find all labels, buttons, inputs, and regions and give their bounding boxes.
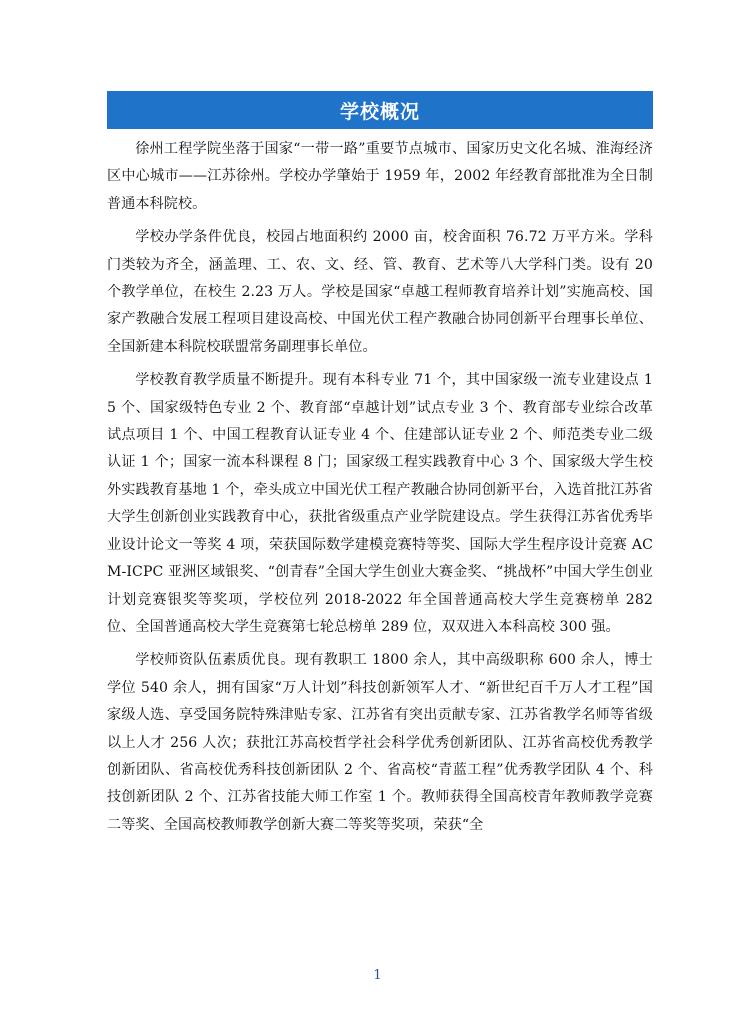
section-title: 学校概况 [339, 100, 420, 123]
paragraph-teaching-quality: 学校教育教学质量不断提升。现有本科专业 71 个，其中国家级一流专业建设点 15 个、国家级特色专业 2 个、教育部“卓越计划”试点专业 3 个、教育部专业综合改革试点项目 1 个、中国工程教育认证专业 4 个、住建部认证专业 2 个、师范类专业二级认证 1 个；国家一流本科课程 8 门；国家级工程实践教育中心 3 个、国家级大学生校外实践教育基地 1 个，牵头成立中国光伏工程产教融合协同创新平台，入选首批江苏省大学生创新创业实践教育中心，获批省级重点产业学院建设点。学生获得江苏省优秀毕业设计论文一等奖 4 项，荣获国际数学建模竞赛特等奖、国际大学生程序设计竞赛 ACM-ICPC 亚洲区域银奖、“创青春”全国大学生创业大赛金奖、“挑战杯”中国大学生创业计划竞赛银奖等奖项，学校位列 2018-2022 年全国普通高校大学生竞赛榜单 282 位、全国普通高校大学生竞赛第七轮总榜单 289 位，双双进入本科高校 300 强。 [107, 372, 653, 635]
page-number: 1 [373, 968, 382, 983]
paragraph-conditions: 学校办学条件优良，校园占地面积约 2000 亩，校舍面积 76.72 万平方米。学科门类较为齐全，涵盖理、工、农、文、经、管、教育、艺术等八大学科门类。设有 20 个教学单位，在校生 2.23 万人。学校是国家“卓越工程师教育培养计划”实施高校、国家产教融合发展工程项目建设高校、中国光伏工程产教融合协同创新平台理事长单位、全国新建本科院校联盟常务副理事长单位。 [107, 229, 653, 355]
paragraph-intro: 徐州工程学院坐落于国家“一带一路”重要节点城市、国家历史文化名城、淮海经济区中心城市——江苏徐州。学校办学肇始于 1959 年，2002 年经教育部批准为全日制普通本科院校。 [107, 141, 653, 212]
section-title-bar [107, 91, 653, 129]
document-body [107, 136, 653, 845]
paragraph-faculty: 学校师资队伍素质优良。现有教职工 1800 余人，其中高级职称 600 余人，博士学位 540 余人，拥有国家“万人计划”科技创新领军人才、“新世纪百千万人才工程”国家级人选、享受国务院特殊津贴专家、江苏省有突出贡献专家、江苏省教学名师等省级以上人才 256 人次；获批江苏高校哲学社会科学优秀创新团队、江苏省高校优秀教学创新团队、省高校优秀科技创新团队 2 个、省高校“青蓝工程”优秀教学团队 4 个、科技创新团队 2 个、江苏省技能大师工作室 1 个。教师获得全国高校青年教师教学竞赛二等奖、全国高校教师教学创新大赛二等奖等奖项，荣获“全 [107, 652, 653, 833]
